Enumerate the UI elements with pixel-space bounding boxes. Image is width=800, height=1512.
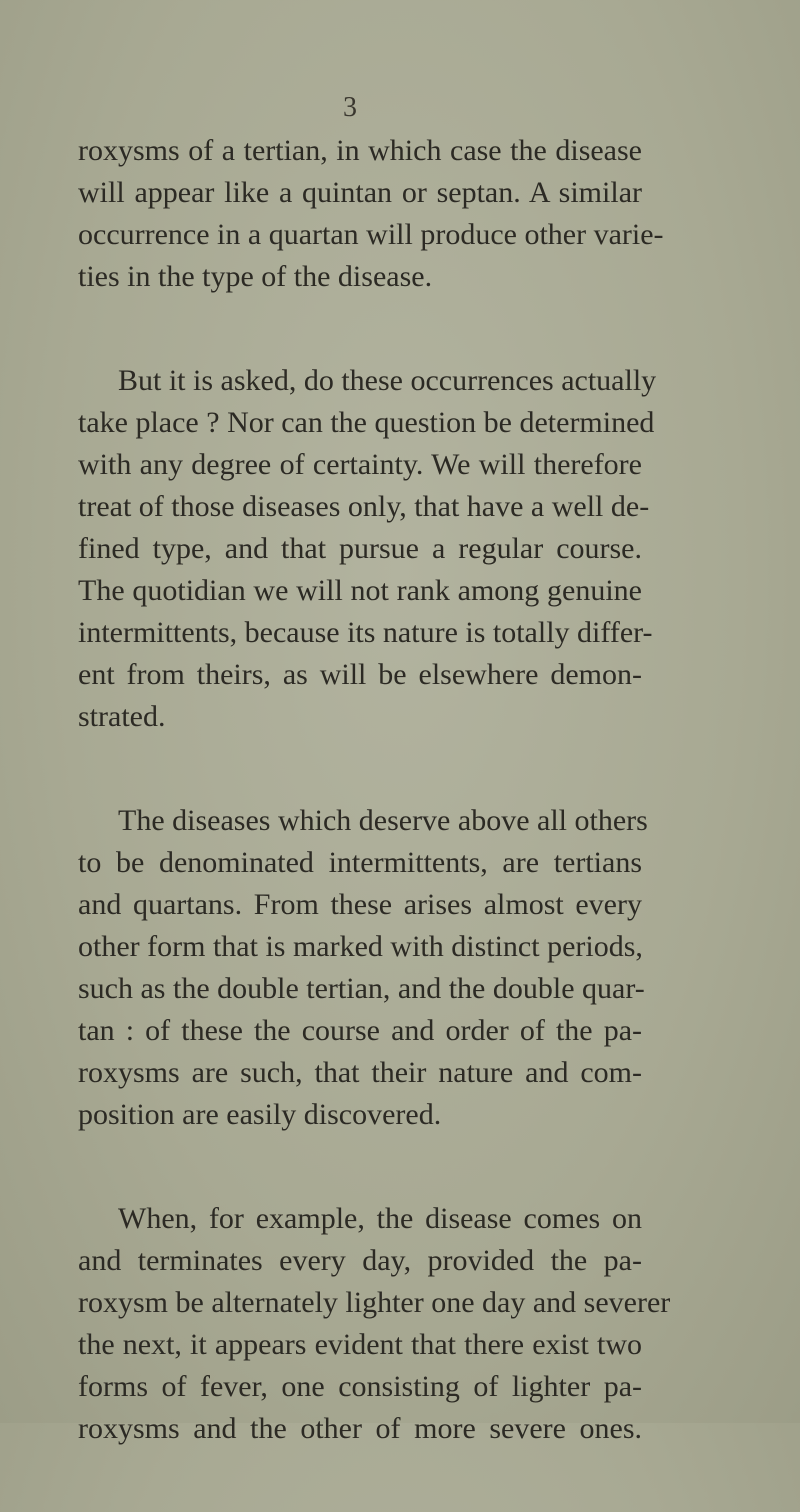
text-line: tan : of these the course and order of the pa-: [78, 1014, 642, 1047]
text-line: When, for example, the disease comes on: [118, 1202, 642, 1235]
text-line: and terminates every day, provided the pa-: [78, 1244, 642, 1277]
text-line: with any degree of certainty. We will therefore: [78, 448, 642, 481]
paragraph-3: [78, 800, 648, 1136]
text-line: roxysms of a tertian, in which case the disease: [78, 134, 642, 167]
text-line: the next, it appears evident that there exist two: [78, 1328, 642, 1361]
paragraph-1: [78, 130, 664, 298]
text-line: position are easily discovered.: [78, 1098, 442, 1131]
text-line: The diseases which deserve above all others: [118, 804, 648, 837]
text-line: and quartans. From these arises almost every: [78, 888, 642, 921]
text-line: roxysm be alternately lighter one day and severer: [78, 1286, 671, 1319]
text-line: other form that is marked with distinct periods,: [78, 930, 643, 963]
body-text: [78, 130, 671, 1512]
text-line: But it is asked, do these occurrences actually: [118, 364, 657, 397]
paragraph-4: [78, 1198, 671, 1450]
text-line: roxysms are such, that their nature and com-: [78, 1056, 642, 1089]
text-line: will appear like a quintan or septan. A similar: [78, 176, 642, 209]
text-line: intermittents, because its nature is totally differ-: [78, 616, 653, 649]
text-line: forms of fever, one consisting of lighter pa-: [78, 1370, 642, 1403]
page-number: 3: [343, 92, 357, 123]
text-line: such as the double tertian, and the double quar-: [78, 972, 645, 1005]
text-line: occurrence in a quartan will produce other varie-: [78, 218, 664, 251]
text-line: roxysms and the other of more severe ones.: [78, 1412, 642, 1445]
text-line: take place ? Nor can the question be determined: [78, 406, 655, 439]
paragraph-2: [78, 360, 657, 738]
text-line: ent from theirs, as will be elsewhere demon-: [78, 658, 642, 691]
text-line: strated.: [78, 700, 166, 733]
text-line: treat of those diseases only, that have a well de-: [78, 490, 650, 523]
text-line: fined type, and that pursue a regular course.: [78, 532, 642, 565]
text-line: The quotidian we will not rank among genuine: [78, 574, 642, 607]
text-line: ties in the type of the disease.: [78, 260, 433, 293]
text-line: to be denominated intermittents, are tertians: [78, 846, 642, 879]
